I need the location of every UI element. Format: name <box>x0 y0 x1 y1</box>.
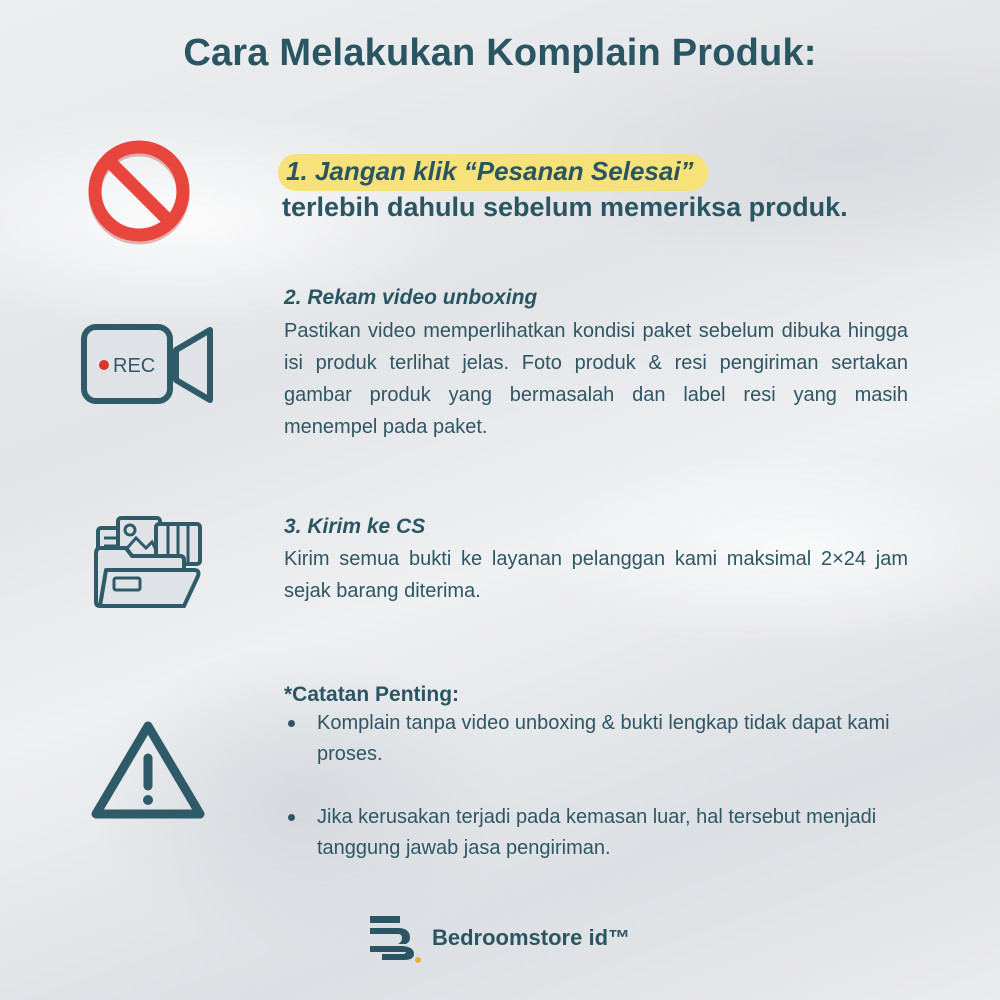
step-3-text: Kirim semua bukti ke layanan pelanggan kami maksimal 2×24 jam sejak barang diterima. <box>284 548 908 602</box>
step-2-heading: 2. Rekam video unboxing <box>284 286 538 309</box>
note-item-text: Jika kerusakan terjadi pada kemasan luar, hal tersebut menjadi tanggung jawab jasa pengiriman. <box>317 806 877 859</box>
bullet-icon <box>288 814 295 821</box>
step-2-text: Pastikan video memperlihatkan kondisi paket sebelum dibuka hingga isi produk terlihat jelas. Foto produk & resi pengiriman sertakan gambar produk yang bermasalah dan label resi yang masih menempel pada paket. <box>284 320 908 438</box>
list-item <box>284 708 914 770</box>
note-item-text: Komplain tanpa video unboxing & bukti lengkap tidak dapat kami proses. <box>317 712 890 765</box>
step-3-heading: 3. Kirim ke CS <box>284 515 426 538</box>
step-1-highlight: 1. Jangan klik “Pesanan Selesai” <box>278 154 708 191</box>
bedroomstore-logo-icon <box>368 912 424 964</box>
note-heading: *Catatan Penting: <box>284 683 460 706</box>
brand-name: Bedroomstore id™ <box>432 925 631 950</box>
warning-icon <box>90 718 206 822</box>
bullet-icon <box>288 720 295 727</box>
list-item <box>284 802 914 864</box>
folder-files-icon <box>92 514 206 610</box>
rec-label: REC <box>113 355 156 377</box>
brand-logo <box>368 912 630 964</box>
page-title: Cara Melakukan Komplain Produk: <box>183 32 817 74</box>
rec-dot-icon <box>99 360 109 370</box>
step-1-text: terlebih dahulu sebelum memeriksa produk. <box>282 192 848 222</box>
video-camera-icon <box>80 322 216 408</box>
note-list <box>284 708 914 864</box>
prohibited-icon <box>84 137 194 247</box>
